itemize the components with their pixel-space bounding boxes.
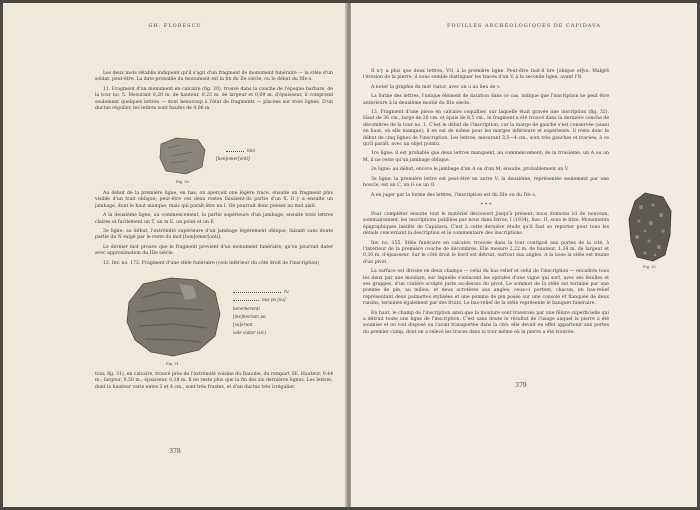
paragraph: 12. Inv. no. 173. Fragment d'une stèle funéraire (coin inférieur du côté droit de l'inscription): [103, 260, 320, 266]
paragraph: Au début de la première ligne, en bas, on aperçoit une légère trace, ensuite un fragment plus visible d'un trait oblique; peut-être ces deux restes faisaient-ils partie d'un X. Il y a ensuite un jambage, dont le haut manque, mais qui paraît être un I. On pourrait donc penser au mot xisit.: [95, 191, 333, 209]
paragraph: Le dernier mot prouve que le fragment provient d'un monument funéraire, qu'on pourrait dater avec approximation du IIIe siècle.: [95, 244, 333, 257]
paragraph: A en juger par la forme des lettres, l'inscription est du IIIe ou du IVe s.: [371, 192, 537, 198]
paragraph: Les deux mots rétablis indiquent qu'il s'agit d'un fragment de monument funéraire — la stèle d'un soldat, peut-être. La date probable du monument est la fin du IIe siècle, ou le début du IIIe s.: [95, 71, 333, 83]
fig31-inscription: [233, 288, 289, 338]
inscription-line: [me]moriam po: [233, 313, 266, 319]
paragraph: 1re ligne: il est probable que deux lettres manquent, au commencement; de la troisième, un A ou un M, il ne reste qu'un jambage oblique.: [363, 151, 609, 163]
inscription-line: benemerenti: [233, 305, 260, 311]
inscription-line: nini: [247, 148, 256, 153]
fig32-caption: Fig. 32.: [643, 265, 657, 269]
inscription-line: [bon]omer[onti]: [216, 156, 250, 162]
fig30-inscription: [216, 147, 255, 164]
paragraph: 11. Fragment d'un monument en calcaire (fig. 30), trouvé dans la couche de l'époque barbare, de la tour no. 5. Mesurant 0,20 m. de hauteur, 0,23 m. de largeur et 0,09 m. d'épaisseur, il comprend seulement quelques lettres — dont beaucoup à l'état de fragments — placées sur trois lignes. D'un ductus régulier, les lettres sont hautes de 0,06 m.: [95, 86, 333, 112]
left-text-block-top: [95, 71, 333, 115]
page-number-right: 379: [515, 382, 527, 389]
figure-31-stele-fragment: [123, 276, 223, 358]
running-head-left: GH. FLORESCU: [148, 23, 202, 29]
paragraph: tion; fig. 31), en calcaire, trouvé près de l'extrémité voisine du Danube, du rempart SE. Hauteur, 0,44 m.; largeur, 0,50 m.; épaisseur, 0,18 m. Il ne reste plus que la fin des six dernières lignes. Les lettres, dont la hauteur varie entre 3 et 4 cm., sont très frustes, et d'un ductus très irrégulier.: [95, 372, 333, 390]
paragraph: 2e ligne: au début, encore le jambage d'un A ou d'un M; ensuite, probablement un V.: [371, 167, 569, 173]
left-text-block-bottom: [95, 372, 333, 394]
paragraph: Inv. no. 155. Stèle funéraire en calcaire, trouvée dans la tour contiguë aux portes de la cité, à l'intérieur de la première couche de décombres. Elle mesure 2,22 m. de hauteur, 1,34 m. de largeur et 0,30 m. d'épaisseur. Sur le côté droit le bord est détruit, surtout aux angles. A la base la stèle est munie d'un pivot.: [363, 240, 609, 265]
paragraph: 3e ligne: la première lettre est peut-être un autre V; la deuxième, représentée seulement par une boucle, est un C, un G ou un O.: [363, 176, 609, 189]
figure-32-shell-limestone-fragment: [625, 191, 675, 263]
fig30-caption: Fig. 30.: [176, 180, 190, 184]
paragraph: A la deuxième ligne, au commencement, la partie supérieure d'un jambage, ensuite trois lettres claires et facilement un T, un m E, un point et un F.: [95, 213, 333, 225]
right-text-block: [363, 69, 609, 339]
fig31-caption: Fig. 31.: [166, 362, 180, 366]
running-head-right: FOUILLES ARCHÉOLOGIQUES DE CAPIDAVA: [446, 23, 602, 29]
inscription-line: nus po [su]: [262, 297, 286, 303]
left-page: [3, 3, 347, 507]
paragraph: La surface est divisée en deux champs — celui du bas relief et celui de l'inscription — encadrés tous les deux par une moulure, sur laquelle s'enlacent les spirales d'une vigne qui sort, avec ses feuilles et ses grappes, d'un cratère sculpté juste au-dessus du pivot. Le sommet de la stèle est terminé par une pomme de pin, au milieu, et deux acrotères aux angles; ceux-ci portent, chacun, un bas-relief représentant deux palmettes stylisées et une pomme de pin posée sur une console et flanquée de deux raisins, terminés également par des fruits. Le bas-relief de la stèle représente le banquet funéraire.: [363, 269, 609, 307]
paragraph: Il n'y a plus que deux lettres, VO, à la première ligne. Peut-être faut-il lire [obique et]vo. Malgré l'érosion de la pierre, il nous semble distinguer les traces d'un V, à la seconde ligne, avant l'N.: [363, 69, 609, 81]
section-separator: * * *: [480, 201, 492, 208]
inscription-line: vale viator (sic): [233, 330, 266, 336]
right-page: [351, 3, 697, 507]
paragraph: 3e ligne: au début, l'extrémité supérieure d'un jambage légèrement oblique, faisant sans doute partie du N exigé par le reste du mot [bon]omer[onti].: [95, 229, 333, 241]
figure-30-stone-fragment: [158, 136, 208, 176]
inscription-line: ru: [284, 289, 289, 294]
paragraph: A noter la graphie du mot viator, avec un u au lieu de v.: [371, 84, 501, 90]
paragraph: En haut, le champ de l'inscription ainsi que la moulure sont traversés par une fêlure superficielle qui a détruit toute une ligne de l'inscription. C'est sans doute le résultat de l'usage auquel la pierre a été soumise et on voit disposé ou l'avait transportée dans la cité; elle devait en effet appartenir aux portes du premier camp, dont on a relevé les traces dans la tour même où la pierre a été trouvée.: [363, 310, 609, 335]
paragraph: La forme des lettres, l'unique élément de datation dans ce cas, indique que l'inscription ne peut être antérieure à la deuxième moitié du IIIe siècle.: [363, 94, 609, 106]
left-text-block-middle: [95, 191, 333, 270]
paragraph: 13. Fragment d'une pièce en calcaire coquillier, sur laquelle était gravée une inscription (fig. 32). Haut de 36 cm., large de 20 cm. et épais de 8,5 cm., le fragment a été trouvé dans la dernière couche de décombres de la tour no. 1. C'est le début de l'inscription, car la marge de gauche s'est conservée (aussi en haut, où elle manque); il en est de même pour les marges inférieure et supérieure. Il reste donc le début de cinq lignes de l'inscription. Les lettres, mesurant 3,5—4 cm., sont très gauches et tracées, à ce qu'il paraît, avec un objet pointu.: [363, 110, 609, 148]
page-number-left: 378: [169, 448, 181, 455]
inscription-line: [su]erunt: [233, 322, 253, 328]
paragraph: Pour compléter ensuite tout le matériel découvert jusqu'à présent, nous donnons ici de nouveau, sommairement, les inscriptions publiées par nous dans Istros, I (1934), fasc. II, sous le titre: Monuments épigraphiques inédits de Capidava. C'est à cette dernière étude qu'il faut se reporter pour tous les détails concernant la description et le commentaire des inscriptions.: [363, 211, 609, 237]
